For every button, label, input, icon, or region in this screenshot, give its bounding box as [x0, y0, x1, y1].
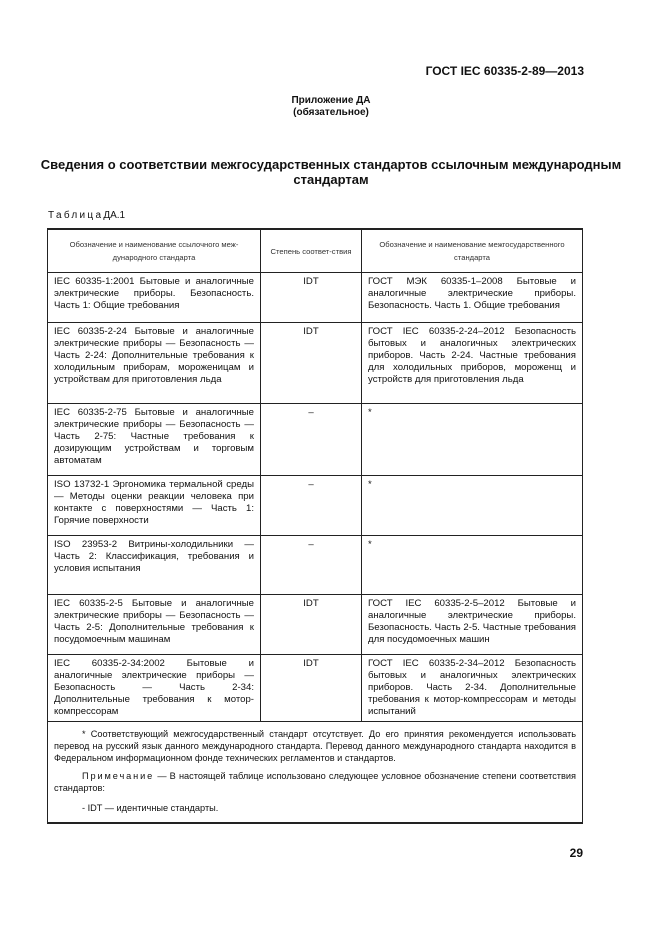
table-label-prefix: Таблица: [48, 210, 104, 221]
note-label: Примечание: [82, 771, 155, 781]
footnote: * Соответствующий межгосударственный стандарт отсутствует. До его принятия рекомендуется использовать перевод на русский язык данного международного стандарта. Перевод данного международного стандарта находится в Федеральном информационном фонде технических регламентов и стандартов.: [54, 729, 576, 763]
cell-intl: IEC 60335-1:2001 Бытовые и аналогичные электрические приборы. Безопасность. Часть 1: Общие требования: [48, 273, 261, 323]
note-text: — В настоящей таблице использовано следующее условное обозначение степени соответствия стандартов:: [54, 771, 576, 793]
table-row: [48, 404, 583, 476]
header-national-standard: Обозначение и наименование межгосударственного стандарта: [362, 229, 583, 273]
cell-national: ГОСТ IEC 60335-2-34–2012 Безопасность бытовых и аналогичных электрических приборов. Часть 2-34. Дополнительные требования к мотор-компрессорам и методы испытаний: [362, 655, 583, 722]
table-label: [48, 210, 125, 221]
cell-degree: –: [261, 404, 362, 476]
table-row: [48, 273, 583, 323]
table-row: [48, 536, 583, 595]
appendix-title: Приложение ДА: [291, 95, 371, 106]
table-label-number: ДА.1: [103, 210, 126, 221]
cell-intl: ISO 13732-1 Эргономика термальной среды — Методы оценки реакции человека при контакте с поверхностями — Часть 1: Горячие поверхности: [48, 476, 261, 536]
table-row: [48, 476, 583, 536]
table-row: [48, 323, 583, 404]
header-intl-standard: Обозначение и наименование ссылочного меж-дународного стандарта: [48, 229, 261, 273]
cell-degree: IDT: [261, 595, 362, 655]
note: [54, 770, 576, 794]
cell-national: ГОСТ МЭК 60335-1–2008 Бытовые и аналогичные электрические приборы. Безопасность. Часть 1. Общие требования: [362, 273, 583, 323]
appendix-heading: [0, 95, 662, 119]
cell-national: *: [362, 476, 583, 536]
cell-intl: IEC 60335-2-34:2002 Бытовые и аналогичные электрические приборы — Безопасность — Часть 2-34: Дополнительные требования к мотор-компрессорам: [48, 655, 261, 722]
table-row: [48, 595, 583, 655]
cell-intl: ISO 23953-2 Витрины-холодильники — Часть 2: Классификация, требования и условия испытания: [48, 536, 261, 595]
cell-intl: IEC 60335-2-24 Бытовые и аналогичные электрические приборы — Безопасность — Часть 2-24: Дополнительные требования к холодильным приборам, мороженицам и устройствам для приготовления льда: [48, 323, 261, 404]
cell-national: *: [362, 536, 583, 595]
correspondence-table: [47, 228, 583, 824]
table-footer-row: [48, 722, 583, 824]
table-row: [48, 655, 583, 722]
page-number: 29: [569, 846, 583, 860]
cell-degree: –: [261, 536, 362, 595]
table-footnote-cell: [48, 722, 583, 824]
cell-degree: IDT: [261, 323, 362, 404]
cell-degree: IDT: [261, 655, 362, 722]
note-item: - IDT — идентичные стандарты.: [82, 803, 219, 813]
cell-national: ГОСТ IEC 60335-2-5–2012 Бытовые и аналогичные электрические приборы. Безопасность. Часть 2-5. Частные требования для посудомоечных машин: [362, 595, 583, 655]
cell-intl: IEC 60335-2-75 Бытовые и аналогичные электрические приборы — Безопасность — Часть 2-75: Частные требования к дозирующим устройствам и торговым автоматам: [48, 404, 261, 476]
section-title: Сведения о соответствии межгосударственных стандартов ссылочным международным стандартам: [40, 157, 622, 187]
appendix-subtitle: (обязательное): [293, 107, 369, 118]
cell-degree: –: [261, 476, 362, 536]
cell-national: *: [362, 404, 583, 476]
cell-degree: IDT: [261, 273, 362, 323]
table-header-row: [48, 229, 583, 273]
cell-national: ГОСТ IEC 60335-2-24–2012 Безопасность бытовых и аналогичных электрических приборов. Часть 2-24. Частные требования для холодильных приборов, мороженщ и устройств для приготовления льда: [362, 323, 583, 404]
header-degree: Степень соответ-ствия: [261, 229, 362, 273]
document-code: ГОСТ IEC 60335-2-89—2013: [425, 64, 584, 78]
cell-intl: IEC 60335-2-5 Бытовые и аналогичные электрические приборы — Безопасность — Часть 2-5: Дополнительные требования к посудомоечным машинам: [48, 595, 261, 655]
